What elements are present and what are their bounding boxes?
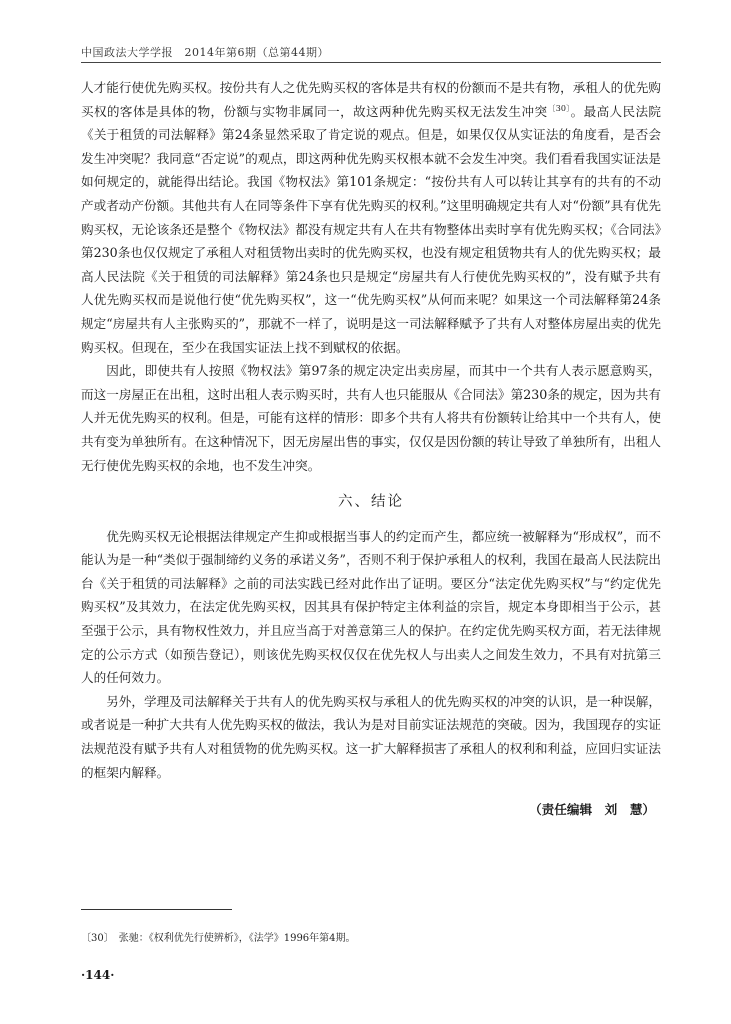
paragraph-3: 优先购买权无论根据法律规定产生抑或根据当事人的约定而产生，都应统一被解释为“形成权”，而不能认为是一种“类似于强制缔约义务的承诺义务”，否则不利于保护承租人的权利，我国在最高人民法院出台《关于租赁的司法解释》之前的司法实践已经对此作出了证明。要区分“法定优先购买权”与“约定优先购买权”及其效力，在法定优先购买权，因其具有保护特定主体利益的宗旨，规定本身即相当于公示，甚至强于公示，具有物权性效力，并且应当高于对善意第三人的保护。在约定优先购买权方面，若无法律规定的公示方式（如预告登记），则该优先购买权仅仅在优先权人与出卖人之间发生效力，不具有对抗第三人的任何效力。 [81,528,661,686]
paragraph-1 [81,76,661,359]
footnote-30: 〔30〕 张驰：《权利优先行使辨析》，《法学》1996年第4期。 [81,933,356,944]
responsible-editor: （责任编辑 刘 慧） [529,802,655,818]
article-body [81,76,661,822]
footnote-rule [81,909,232,910]
paragraph-1-part-a: 人才能行使优先购买权。按份共有人之优先购买权的客体是共有权的份额而不是共有物，承租人的优先购买权的客体是具体的物，份额与实物非属同一，故这两种优先购买权无法发生冲突 [81,80,661,119]
footnote-ref-30[interactable]: 〔30〕 [547,103,571,113]
header-rule [81,62,661,63]
paragraph-2: 因此，即使共有人按照《物权法》第97条的规定决定出卖房屋，而其中一个共有人表示愿意购买，而这一房屋正在出租，这时出租人表示购买时，共有人也只能服从《合同法》第230条的规定，因为共有人并无优先购买的权利。但是，可能有这样的情形：即多个共有人将共有份额转让给其中一个共有人，使共有变为单独所有。在这种情况下，因无房屋出售的事实，仅仅是因份额的转让导致了单独所有，出租人无行使优先购买权的余地，也不发生冲突。 [81,363,661,473]
paragraph-4: 另外，学理及司法解释关于共有人的优先购买权与承租人的优先购买权的冲突的认识，是一种误解，或者说是一种扩大共有人优先购买权的做法，我认为是对目前实证法规范的突破。因为，我国现存的实证法规范没有赋予共有人对租赁物的优先购买权。这一扩大解释损害了承租人的权利和利益，应回归实证法的框架内解释。 [81,693,661,780]
paragraph-1-part-b: 。最高人民法院《关于租赁的司法解释》第24条显然采取了肯定说的观点。但是，如果仅仅从实证法的角度看，是否会发生冲突呢？我同意“否定说”的观点，即这两种优先购买权根本就不会发生冲突。我们看看我国实证法是如何规定的，就能得出结论。我国《物权法》第101条规定：“按份共有人可以转让其享有的共有的不动产或者动产份额。其他共有人在同等条件下享有优先购买的权利。”这里明确规定共有人对“份额”具有优先购买权，无论该条还是整个《物权法》都没有规定共有人在共有物整体出卖时享有优先购买权；《合同法》第230条也仅仅规定了承租人对租赁物出卖时的优先购买权，也没有规定租赁物共有人的优先购买权；最高人民法院《关于租赁的司法解释》第24条也只是规定“房屋共有人行使优先购买权的”，没有赋予共有人优先购买权而是说他行使“优先购买权”，这一“优先购买权”从何而来呢？如果这一个司法解释第24条规定“房屋共有人主张购买的”，那就不一样了，说明是这一司法解释赋予了共有人对整体房屋出卖的优先购买权。但现在，至少在我国实证法上找不到赋权的依据。 [81,103,661,355]
running-header: 中国政法大学学报 2014年第6期（总第44期） [81,46,329,59]
page-number: ·144· [81,968,115,982]
section-title: 六、结论 [338,494,404,511]
